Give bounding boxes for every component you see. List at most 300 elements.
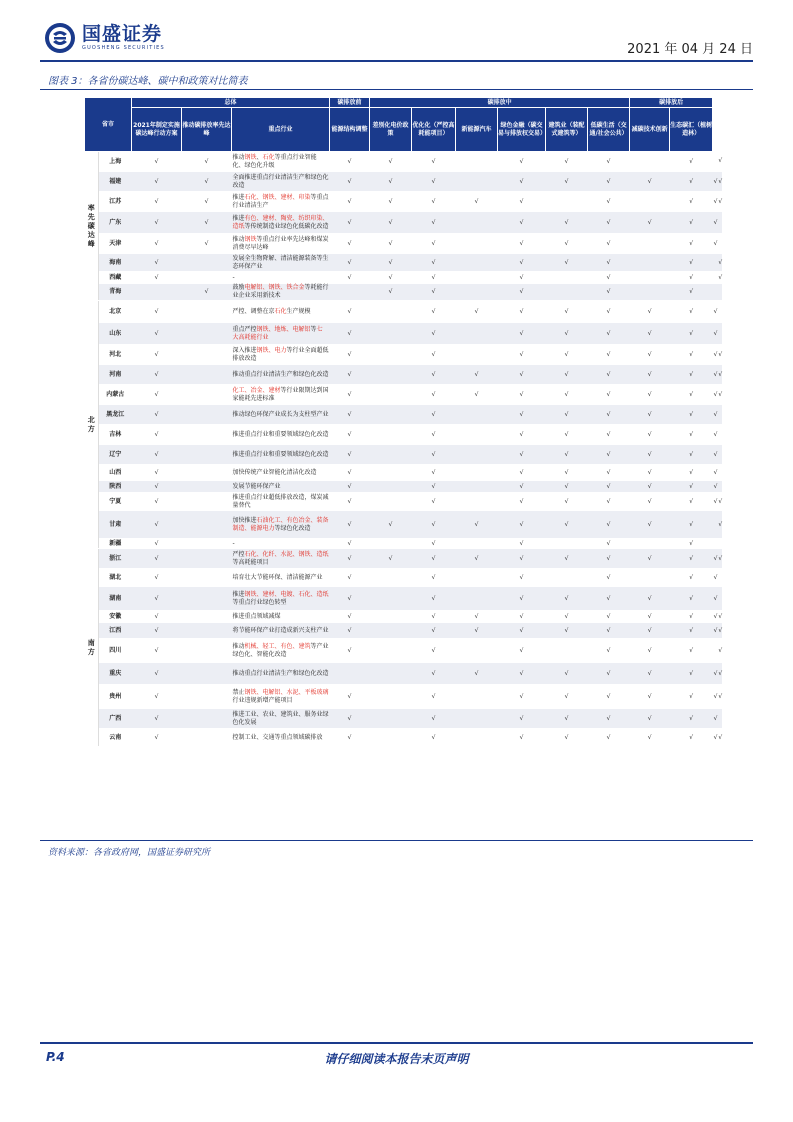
check-cell: √ bbox=[498, 729, 546, 747]
check-cell bbox=[182, 323, 232, 345]
check-cell: √ bbox=[132, 569, 182, 587]
province-name: 新疆 bbox=[99, 539, 132, 549]
check-cell bbox=[182, 549, 232, 569]
check-cell: √ bbox=[370, 192, 412, 212]
check-cell: √ bbox=[588, 465, 630, 481]
industry-text: 推进重点行业和重要领域绿色化改造 bbox=[232, 450, 329, 458]
check-cell: √ bbox=[588, 425, 630, 445]
industry-text: 推进工业、农业、建筑业、服务业绿色化发展 bbox=[232, 710, 329, 726]
industry-text: 深入推进 bbox=[232, 346, 257, 354]
table-row bbox=[85, 172, 723, 192]
figure-title: 图表 3：各省份碳达峰、碳中和政策对比简表 bbox=[48, 76, 248, 87]
check-cell: √ bbox=[713, 623, 718, 639]
table-row bbox=[85, 549, 723, 569]
check-cell: √ bbox=[588, 569, 630, 587]
check-cell: √ bbox=[588, 284, 630, 301]
industry-cell bbox=[232, 539, 330, 549]
industry-cell bbox=[232, 663, 330, 685]
check-cell bbox=[370, 639, 412, 663]
check-cell: √ bbox=[370, 172, 412, 192]
header-divider bbox=[40, 60, 753, 62]
check-cell: √ bbox=[670, 623, 713, 639]
check-cell: √ bbox=[588, 549, 630, 569]
check-cell: √ bbox=[630, 511, 670, 539]
check-cell bbox=[370, 365, 412, 385]
check-cell: √ bbox=[630, 549, 670, 569]
province-name: 吉林 bbox=[99, 425, 132, 445]
check-cell: √ bbox=[717, 152, 722, 172]
industry-text: 有色、建材、陶瓷、纺织印染、造纸 bbox=[232, 214, 329, 230]
policy-table bbox=[84, 97, 722, 747]
industry-cell bbox=[232, 445, 330, 465]
check-cell: √ bbox=[670, 685, 713, 709]
check-cell bbox=[717, 425, 722, 445]
check-cell: √ bbox=[132, 587, 182, 611]
industry-text: 等传统制造业绿色化低碳化改造 bbox=[244, 222, 329, 230]
check-cell: √ bbox=[132, 192, 182, 212]
check-cell: √ bbox=[546, 663, 588, 685]
check-cell: √ bbox=[498, 284, 546, 301]
check-cell: √ bbox=[630, 623, 670, 639]
title-divider bbox=[40, 89, 753, 90]
province-name: 广东 bbox=[99, 212, 132, 234]
check-cell: √ bbox=[132, 365, 182, 385]
col-header: 低碳生活（交通/社会公共） bbox=[588, 108, 630, 152]
check-cell: √ bbox=[330, 152, 370, 172]
check-cell: √ bbox=[456, 549, 498, 569]
check-cell: √ bbox=[330, 301, 370, 323]
col-header: 差别化电价政策 bbox=[370, 108, 412, 152]
check-cell: √ bbox=[670, 425, 713, 445]
check-cell: √ bbox=[546, 685, 588, 709]
industry-text: 严控 bbox=[232, 550, 245, 558]
check-cell: √ bbox=[456, 611, 498, 623]
province-name: 山东 bbox=[99, 323, 132, 345]
check-cell: √ bbox=[498, 639, 546, 663]
province-name: 内蒙古 bbox=[99, 385, 132, 405]
table-row bbox=[85, 481, 723, 493]
industry-text: 推动重点行业清洁生产和绿色化改造 bbox=[232, 669, 329, 677]
check-cell: √ bbox=[498, 465, 546, 481]
check-cell: √ bbox=[456, 385, 498, 405]
check-cell: √ bbox=[330, 172, 370, 192]
check-cell: √ bbox=[132, 481, 182, 493]
check-cell bbox=[717, 323, 722, 345]
check-cell: √ bbox=[412, 623, 456, 639]
table-row bbox=[85, 234, 723, 254]
check-cell: √ bbox=[588, 212, 630, 234]
check-cell bbox=[370, 709, 412, 729]
check-cell: √ bbox=[713, 301, 718, 323]
table-row bbox=[85, 152, 723, 172]
check-cell: √ bbox=[630, 172, 670, 192]
check-cell bbox=[370, 685, 412, 709]
industry-cell bbox=[232, 212, 330, 234]
industry-cell bbox=[232, 623, 330, 639]
check-cell: √ bbox=[132, 445, 182, 465]
province-name: 云南 bbox=[99, 729, 132, 747]
industry-cell bbox=[232, 272, 330, 284]
check-cell: √ bbox=[630, 365, 670, 385]
check-cell: √ bbox=[132, 405, 182, 425]
check-cell bbox=[456, 284, 498, 301]
check-cell: √ bbox=[546, 493, 588, 511]
check-cell: √ bbox=[717, 511, 722, 539]
check-cell: √ bbox=[670, 445, 713, 465]
table-row bbox=[85, 639, 723, 663]
industry-cell bbox=[232, 323, 330, 345]
check-cell: √ bbox=[713, 425, 718, 445]
check-cell: √ bbox=[717, 192, 722, 212]
check-cell: √ bbox=[498, 623, 546, 639]
province-name: 浙江 bbox=[99, 549, 132, 569]
check-cell: √ bbox=[588, 587, 630, 611]
industry-text: 加快传统产业智能化清洁化改造 bbox=[232, 468, 317, 476]
check-cell: √ bbox=[182, 192, 232, 212]
check-cell: √ bbox=[330, 405, 370, 425]
industry-text: 重点严控 bbox=[232, 325, 257, 333]
industry-cell bbox=[232, 587, 330, 611]
check-cell bbox=[456, 172, 498, 192]
check-cell: √ bbox=[713, 192, 718, 212]
industry-text: 石化 bbox=[262, 153, 275, 161]
check-cell: √ bbox=[670, 587, 713, 611]
check-cell: √ bbox=[412, 172, 456, 192]
check-cell bbox=[717, 587, 722, 611]
industry-cell bbox=[232, 345, 330, 365]
industry-text: 鼓励 bbox=[232, 284, 245, 291]
check-cell: √ bbox=[182, 172, 232, 192]
check-cell: √ bbox=[132, 493, 182, 511]
industry-text: 七大高耗能行业 bbox=[232, 325, 323, 341]
check-cell: √ bbox=[670, 729, 713, 747]
check-cell: √ bbox=[412, 425, 456, 445]
industry-text: - bbox=[232, 273, 235, 281]
region-label: 南方 bbox=[85, 549, 99, 747]
check-cell: √ bbox=[370, 284, 412, 301]
check-cell: √ bbox=[630, 587, 670, 611]
industry-cell bbox=[232, 481, 330, 493]
check-cell bbox=[456, 709, 498, 729]
industry-cell bbox=[232, 192, 330, 212]
check-cell: √ bbox=[132, 729, 182, 747]
industry-text: 机械、轻工、有色、建筑 bbox=[244, 642, 311, 650]
table-row bbox=[85, 192, 723, 212]
check-cell: √ bbox=[498, 569, 546, 587]
industry-text: 推进重点领域减煤 bbox=[232, 612, 281, 620]
check-cell: √ bbox=[498, 685, 546, 709]
check-cell: √ bbox=[717, 365, 722, 385]
check-cell: √ bbox=[588, 623, 630, 639]
check-cell: √ bbox=[630, 465, 670, 481]
check-cell bbox=[370, 425, 412, 445]
check-cell: √ bbox=[670, 234, 713, 254]
check-cell: √ bbox=[182, 284, 232, 301]
check-cell: √ bbox=[546, 172, 588, 192]
check-cell: √ bbox=[670, 511, 713, 539]
check-cell: √ bbox=[670, 254, 713, 272]
check-cell: √ bbox=[412, 234, 456, 254]
disclaimer: 请仔细阅读本报告末页声明 bbox=[324, 1052, 469, 1066]
industry-text: 石化、化纤、水泥、钢铁、造纸 bbox=[244, 550, 329, 558]
check-cell: √ bbox=[546, 425, 588, 445]
check-cell: √ bbox=[713, 212, 718, 234]
check-cell bbox=[370, 345, 412, 365]
check-cell: √ bbox=[588, 234, 630, 254]
check-cell: √ bbox=[330, 729, 370, 747]
check-cell: √ bbox=[330, 445, 370, 465]
logo-english: GUOSHENG SECURITIES bbox=[82, 45, 165, 51]
check-cell: √ bbox=[588, 445, 630, 465]
check-cell: √ bbox=[670, 385, 713, 405]
check-cell bbox=[456, 405, 498, 425]
industry-text: 石油化工、有色冶金、装备制造、能源电力 bbox=[232, 516, 329, 532]
check-cell: √ bbox=[132, 623, 182, 639]
check-cell bbox=[717, 709, 722, 729]
check-cell bbox=[182, 639, 232, 663]
industry-text: 行业违规新增产能项目 bbox=[232, 696, 293, 704]
table-row bbox=[85, 539, 723, 549]
industry-text: 、 bbox=[256, 153, 263, 161]
check-cell: √ bbox=[717, 345, 722, 365]
check-cell: √ bbox=[713, 385, 718, 405]
industry-text: 钢铁、建材、电镀、石化、造纸 bbox=[244, 590, 329, 598]
table-row bbox=[85, 365, 723, 385]
check-cell: √ bbox=[498, 234, 546, 254]
footer-divider bbox=[40, 1042, 753, 1044]
check-cell bbox=[182, 385, 232, 405]
check-cell: √ bbox=[670, 549, 713, 569]
check-cell: √ bbox=[670, 611, 713, 623]
check-cell: √ bbox=[588, 405, 630, 425]
check-cell bbox=[456, 234, 498, 254]
table-row bbox=[85, 254, 723, 272]
industry-cell bbox=[232, 301, 330, 323]
check-cell: √ bbox=[546, 511, 588, 539]
check-cell: √ bbox=[546, 234, 588, 254]
col-header: 优化化（严控高耗能项目） bbox=[412, 108, 456, 152]
check-cell: √ bbox=[330, 272, 370, 284]
check-cell: √ bbox=[412, 212, 456, 234]
check-cell: √ bbox=[588, 729, 630, 747]
industry-text: 等行业全面超低排放改造 bbox=[232, 346, 329, 362]
check-cell bbox=[456, 539, 498, 549]
check-cell: √ bbox=[330, 425, 370, 445]
check-cell: √ bbox=[546, 301, 588, 323]
check-cell bbox=[717, 539, 722, 549]
check-cell: √ bbox=[588, 272, 630, 284]
check-cell: √ bbox=[412, 639, 456, 663]
province-name: 青海 bbox=[99, 284, 132, 301]
check-cell: √ bbox=[546, 709, 588, 729]
check-cell bbox=[456, 212, 498, 234]
check-cell: √ bbox=[330, 493, 370, 511]
check-cell bbox=[717, 301, 722, 323]
check-cell: √ bbox=[412, 445, 456, 465]
industry-text: 推进重点行业超低排放改造，煤炭减量替代 bbox=[232, 493, 329, 509]
check-cell: √ bbox=[588, 493, 630, 511]
check-cell bbox=[456, 152, 498, 172]
col-header: 新能源汽车 bbox=[456, 108, 498, 152]
check-cell: √ bbox=[182, 212, 232, 234]
check-cell bbox=[630, 254, 670, 272]
check-cell bbox=[630, 152, 670, 172]
check-cell: √ bbox=[412, 152, 456, 172]
check-cell: √ bbox=[630, 425, 670, 445]
check-cell bbox=[546, 272, 588, 284]
check-cell bbox=[370, 569, 412, 587]
check-cell: √ bbox=[670, 405, 713, 425]
check-cell bbox=[182, 569, 232, 587]
check-cell: √ bbox=[630, 405, 670, 425]
check-cell: √ bbox=[630, 729, 670, 747]
table-row bbox=[85, 425, 723, 445]
check-cell: √ bbox=[330, 569, 370, 587]
table-row bbox=[85, 611, 723, 623]
check-cell: √ bbox=[630, 611, 670, 623]
check-cell bbox=[370, 323, 412, 345]
check-cell bbox=[370, 465, 412, 481]
check-cell: √ bbox=[588, 511, 630, 539]
check-cell: √ bbox=[370, 234, 412, 254]
industry-text: 生产规模 bbox=[286, 307, 311, 315]
check-cell: √ bbox=[717, 729, 722, 747]
check-cell bbox=[370, 481, 412, 493]
check-cell: √ bbox=[713, 445, 718, 465]
check-cell: √ bbox=[330, 511, 370, 539]
industry-text: 发展全生物降解、清洁能源装备等生态环保产业 bbox=[232, 254, 329, 270]
check-cell bbox=[546, 284, 588, 301]
province-name: 北京 bbox=[99, 301, 132, 323]
table-row bbox=[85, 587, 723, 611]
check-cell bbox=[717, 212, 722, 234]
industry-cell bbox=[232, 709, 330, 729]
check-cell: √ bbox=[713, 569, 718, 587]
check-cell: √ bbox=[670, 192, 713, 212]
check-cell: √ bbox=[456, 365, 498, 385]
check-cell: √ bbox=[713, 481, 718, 493]
check-cell: √ bbox=[456, 511, 498, 539]
table-row bbox=[85, 465, 723, 481]
check-cell: √ bbox=[588, 365, 630, 385]
check-cell bbox=[182, 425, 232, 445]
logo-name: 国盛证券 bbox=[82, 23, 163, 45]
industry-text: 等 bbox=[310, 325, 317, 333]
check-cell: √ bbox=[330, 345, 370, 365]
check-cell bbox=[182, 445, 232, 465]
industry-text: 钢铁、地炼、电解铝 bbox=[256, 325, 311, 333]
check-cell: √ bbox=[630, 493, 670, 511]
province-name: 湖北 bbox=[99, 569, 132, 587]
industry-cell bbox=[232, 511, 330, 539]
group-during: 碳排放中 bbox=[370, 98, 630, 108]
check-cell bbox=[456, 445, 498, 465]
check-cell: √ bbox=[498, 272, 546, 284]
check-cell bbox=[456, 465, 498, 481]
check-cell: √ bbox=[670, 301, 713, 323]
check-cell bbox=[546, 639, 588, 663]
industry-text: 禁止 bbox=[232, 688, 245, 696]
check-cell bbox=[182, 539, 232, 549]
check-cell: √ bbox=[412, 569, 456, 587]
check-cell: √ bbox=[717, 611, 722, 623]
check-cell: √ bbox=[588, 192, 630, 212]
check-cell: √ bbox=[132, 709, 182, 729]
check-cell: √ bbox=[670, 284, 713, 301]
table-row bbox=[85, 709, 723, 729]
check-cell: √ bbox=[330, 212, 370, 234]
table-row bbox=[85, 493, 723, 511]
industry-text: 钢铁、电解铝、水泥、平板玻璃 bbox=[244, 688, 329, 696]
report-date: 2021 年 04 月 24 日 bbox=[627, 42, 753, 57]
check-cell: √ bbox=[330, 623, 370, 639]
group-pre: 碳排放前 bbox=[330, 98, 370, 108]
check-cell bbox=[456, 425, 498, 445]
check-cell: √ bbox=[670, 152, 713, 172]
industry-text: 推进重点行业和重要领域绿色化改造 bbox=[232, 430, 329, 438]
check-cell bbox=[717, 234, 722, 254]
check-cell: √ bbox=[717, 685, 722, 709]
check-cell: √ bbox=[412, 254, 456, 272]
check-cell bbox=[370, 611, 412, 623]
check-cell: √ bbox=[588, 709, 630, 729]
province-name: 江西 bbox=[99, 623, 132, 639]
check-cell bbox=[182, 254, 232, 272]
check-cell bbox=[182, 345, 232, 365]
check-cell bbox=[370, 385, 412, 405]
check-cell: √ bbox=[713, 493, 718, 511]
check-cell bbox=[456, 254, 498, 272]
check-cell: √ bbox=[498, 212, 546, 234]
check-cell: √ bbox=[670, 172, 713, 192]
province-name: 湖南 bbox=[99, 587, 132, 611]
check-cell: √ bbox=[713, 345, 718, 365]
industry-text: 推进 bbox=[232, 590, 245, 598]
check-cell: √ bbox=[330, 549, 370, 569]
check-cell bbox=[182, 465, 232, 481]
table-row bbox=[85, 345, 723, 365]
check-cell: √ bbox=[132, 323, 182, 345]
check-cell: √ bbox=[498, 172, 546, 192]
check-cell bbox=[630, 234, 670, 254]
check-cell: √ bbox=[717, 272, 722, 284]
check-cell bbox=[182, 623, 232, 639]
check-cell: √ bbox=[588, 481, 630, 493]
source-divider bbox=[40, 840, 753, 841]
check-cell: √ bbox=[717, 493, 722, 511]
check-cell bbox=[717, 569, 722, 587]
table-row bbox=[85, 405, 723, 425]
industry-text: 将节能环保产业打造成新兴支柱产业 bbox=[232, 626, 329, 634]
check-cell bbox=[370, 539, 412, 549]
check-cell: √ bbox=[412, 192, 456, 212]
table-row bbox=[85, 511, 723, 539]
check-cell: √ bbox=[412, 405, 456, 425]
check-cell: √ bbox=[132, 345, 182, 365]
industry-text: 化工、冶金、建材 bbox=[232, 386, 281, 394]
check-cell bbox=[456, 493, 498, 511]
industry-cell bbox=[232, 172, 330, 192]
check-cell bbox=[717, 405, 722, 425]
check-cell bbox=[370, 405, 412, 425]
industry-cell bbox=[232, 729, 330, 747]
check-cell: √ bbox=[412, 663, 456, 685]
table-row bbox=[85, 623, 723, 639]
page-number: P.4 bbox=[46, 1050, 65, 1064]
province-name: 福建 bbox=[99, 172, 132, 192]
check-cell: √ bbox=[546, 465, 588, 481]
check-cell: √ bbox=[498, 511, 546, 539]
